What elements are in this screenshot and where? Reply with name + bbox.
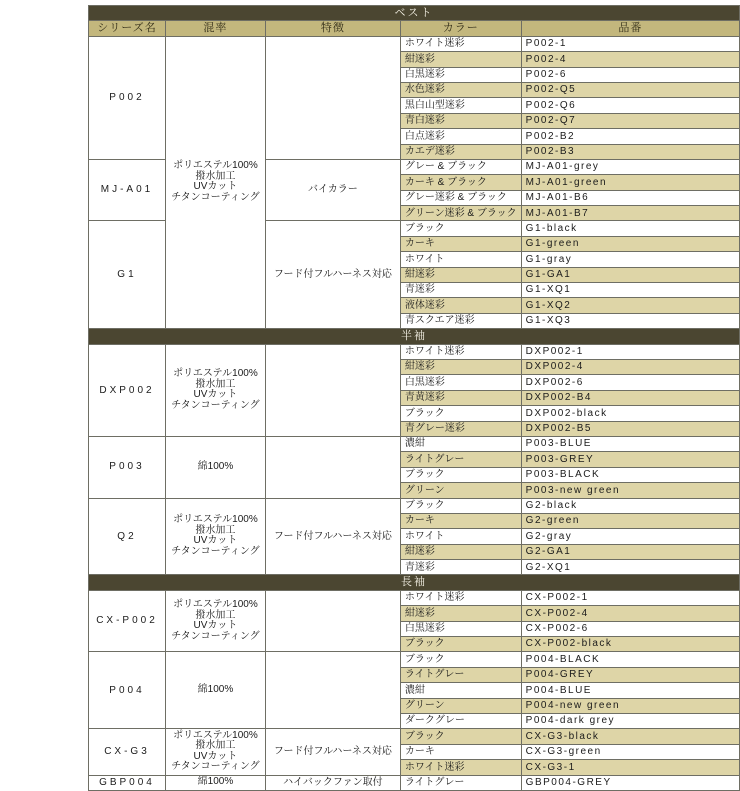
color-name-cell: 白黒迷彩 <box>400 375 521 390</box>
color-name-cell: カーキ <box>400 236 521 251</box>
section-band <box>89 575 740 590</box>
section-title: ベスト <box>89 6 740 21</box>
product-table-wrapper <box>88 5 740 791</box>
table-row <box>89 498 740 513</box>
product-code-cell: P004-BLACK <box>521 652 739 667</box>
column-header: 混率 <box>165 21 265 36</box>
section-title: 半袖 <box>89 329 740 344</box>
series-cell: Q2 <box>89 498 166 575</box>
product-code-cell: G1-black <box>521 221 739 236</box>
product-code-cell: CX-P002-6 <box>521 621 739 636</box>
color-name-cell: 白点迷彩 <box>400 129 521 144</box>
table-row <box>89 436 740 451</box>
color-name-cell: ホワイト迷彩 <box>400 760 521 775</box>
product-code-cell: P002-Q5 <box>521 82 739 97</box>
mixture-cell: ポリエステル100% 撥水加工 UVカット チタンコーティング <box>165 498 265 575</box>
product-code-cell: G2-green <box>521 513 739 528</box>
product-table-body <box>89 6 740 791</box>
product-code-cell: G2-XQ1 <box>521 560 739 575</box>
mixture-cell: 綿100% <box>165 652 265 729</box>
column-header: 特徴 <box>265 21 400 36</box>
feature-cell: フード付フルハーネス対応 <box>265 498 400 575</box>
color-name-cell: 白黒迷彩 <box>400 67 521 82</box>
color-name-cell: ホワイト迷彩 <box>400 36 521 51</box>
color-name-cell: カーキ & ブラック <box>400 175 521 190</box>
color-name-cell: ホワイト迷彩 <box>400 590 521 605</box>
color-name-cell: ライトグレー <box>400 775 521 790</box>
table-row <box>89 729 740 744</box>
series-cell: P004 <box>89 652 166 729</box>
column-header: シリーズ名 <box>89 21 166 36</box>
product-code-cell: P003-GREY <box>521 452 739 467</box>
product-code-cell: P004-BLUE <box>521 683 739 698</box>
product-code-cell: P002-4 <box>521 52 739 67</box>
color-name-cell: 紺迷彩 <box>400 544 521 559</box>
color-name-cell: グレー & ブラック <box>400 159 521 174</box>
mixture-cell: ポリエステル100% 撥水加工 UVカット チタンコーティング <box>165 344 265 436</box>
color-name-cell: ブラック <box>400 637 521 652</box>
product-code-cell: P002-B2 <box>521 129 739 144</box>
color-name-cell: ライトグレー <box>400 667 521 682</box>
table-row <box>89 652 740 667</box>
color-name-cell: ブラック <box>400 221 521 236</box>
color-name-cell: 青スクエア迷彩 <box>400 313 521 328</box>
color-name-cell: ライトグレー <box>400 452 521 467</box>
color-name-cell: ブラック <box>400 729 521 744</box>
color-name-cell: カーキ <box>400 513 521 528</box>
color-name-cell: 青黄迷彩 <box>400 390 521 405</box>
color-name-cell: ホワイト迷彩 <box>400 344 521 359</box>
series-cell: P002 <box>89 36 166 159</box>
product-code-cell: P002-Q7 <box>521 113 739 128</box>
product-code-cell: G1-XQ1 <box>521 283 739 298</box>
product-code-cell: P004-GREY <box>521 667 739 682</box>
feature-cell: バイカラー <box>265 159 400 221</box>
product-code-cell: MJ-A01-grey <box>521 159 739 174</box>
color-name-cell: 紺迷彩 <box>400 359 521 374</box>
table-row <box>89 344 740 359</box>
product-code-cell: DXP002-B4 <box>521 390 739 405</box>
product-code-cell: P004-dark grey <box>521 713 739 728</box>
color-name-cell: ホワイト <box>400 252 521 267</box>
product-code-cell: DXP002-black <box>521 406 739 421</box>
product-code-cell: P003-new green <box>521 483 739 498</box>
color-name-cell: グリーン <box>400 698 521 713</box>
feature-cell <box>265 436 400 498</box>
series-cell: CX-G3 <box>89 729 166 775</box>
color-name-cell: ブラック <box>400 652 521 667</box>
product-code-cell: DXP002-B5 <box>521 421 739 436</box>
series-cell: DXP002 <box>89 344 166 436</box>
product-code-cell: P002-1 <box>521 36 739 51</box>
color-name-cell: グリーン迷彩 & ブラック <box>400 206 521 221</box>
color-name-cell: ホワイト <box>400 529 521 544</box>
product-code-cell: G1-green <box>521 236 739 251</box>
product-code-cell: GBP004-GREY <box>521 775 739 790</box>
mixture-cell: ポリエステル100% 撥水加工 UVカット チタンコーティング <box>165 36 265 328</box>
color-name-cell: 紺迷彩 <box>400 267 521 282</box>
section-title: 長袖 <box>89 575 740 590</box>
product-code-cell: DXP002-1 <box>521 344 739 359</box>
feature-cell <box>265 36 400 159</box>
color-name-cell: 水色迷彩 <box>400 82 521 97</box>
color-name-cell: 白黒迷彩 <box>400 621 521 636</box>
section-band <box>89 329 740 344</box>
section-band <box>89 6 740 21</box>
color-name-cell: カーキ <box>400 744 521 759</box>
feature-cell <box>265 652 400 729</box>
product-code-cell: CX-P002-1 <box>521 590 739 605</box>
color-name-cell: 液体迷彩 <box>400 298 521 313</box>
color-name-cell: 紺迷彩 <box>400 606 521 621</box>
color-name-cell: 青白迷彩 <box>400 113 521 128</box>
color-name-cell: ブラック <box>400 467 521 482</box>
color-name-cell: 青迷彩 <box>400 560 521 575</box>
feature-cell <box>265 590 400 652</box>
series-cell: CX-P002 <box>89 590 166 652</box>
product-code-cell: G1-XQ3 <box>521 313 739 328</box>
color-name-cell: ブラック <box>400 406 521 421</box>
color-name-cell: 青迷彩 <box>400 283 521 298</box>
product-code-cell: CX-G3-1 <box>521 760 739 775</box>
product-code-cell: P002-Q6 <box>521 98 739 113</box>
product-code-cell: P003-BLACK <box>521 467 739 482</box>
color-name-cell: カエデ迷彩 <box>400 144 521 159</box>
series-cell: GBP004 <box>89 775 166 790</box>
color-name-cell: 青グレー迷彩 <box>400 421 521 436</box>
color-name-cell: 紺迷彩 <box>400 52 521 67</box>
color-name-cell: ブラック <box>400 498 521 513</box>
column-header-row <box>89 21 740 36</box>
product-code-cell: P002-6 <box>521 67 739 82</box>
color-name-cell: グレー迷彩 & ブラック <box>400 190 521 205</box>
color-name-cell: ダークグレー <box>400 713 521 728</box>
product-code-cell: P004-new green <box>521 698 739 713</box>
table-row <box>89 775 740 790</box>
product-code-cell: DXP002-4 <box>521 359 739 374</box>
series-cell: MJ-A01 <box>89 159 166 221</box>
mixture-cell: 綿100% <box>165 436 265 498</box>
feature-cell: フード付フルハーネス対応 <box>265 729 400 775</box>
product-spec-table <box>88 5 740 791</box>
feature-cell: フード付フルハーネス対応 <box>265 221 400 329</box>
color-name-cell: 濃紺 <box>400 683 521 698</box>
product-code-cell: G1-XQ2 <box>521 298 739 313</box>
product-code-cell: MJ-A01-B6 <box>521 190 739 205</box>
product-code-cell: CX-G3-black <box>521 729 739 744</box>
feature-cell: ハイバックファン取付 <box>265 775 400 790</box>
product-code-cell: G2-GA1 <box>521 544 739 559</box>
column-header: カラー <box>400 21 521 36</box>
color-name-cell: グリーン <box>400 483 521 498</box>
series-cell: P003 <box>89 436 166 498</box>
product-code-cell: CX-P002-black <box>521 637 739 652</box>
product-code-cell: G1-GA1 <box>521 267 739 282</box>
product-code-cell: P002-B3 <box>521 144 739 159</box>
product-code-cell: CX-P002-4 <box>521 606 739 621</box>
series-cell: G1 <box>89 221 166 329</box>
product-code-cell: G2-black <box>521 498 739 513</box>
table-row <box>89 590 740 605</box>
product-code-cell: MJ-A01-green <box>521 175 739 190</box>
product-code-cell: MJ-A01-B7 <box>521 206 739 221</box>
color-name-cell: 濃紺 <box>400 436 521 451</box>
table-row <box>89 36 740 51</box>
feature-cell <box>265 344 400 436</box>
mixture-cell: 綿100% <box>165 775 265 790</box>
product-code-cell: G1-gray <box>521 252 739 267</box>
column-header: 品番 <box>521 21 739 36</box>
product-code-cell: CX-G3-green <box>521 744 739 759</box>
product-code-cell: DXP002-6 <box>521 375 739 390</box>
mixture-cell: ポリエステル100% 撥水加工 UVカット チタンコーティング <box>165 729 265 775</box>
product-code-cell: P003-BLUE <box>521 436 739 451</box>
product-code-cell: G2-gray <box>521 529 739 544</box>
color-name-cell: 黒白山型迷彩 <box>400 98 521 113</box>
mixture-cell: ポリエステル100% 撥水加工 UVカット チタンコーティング <box>165 590 265 652</box>
